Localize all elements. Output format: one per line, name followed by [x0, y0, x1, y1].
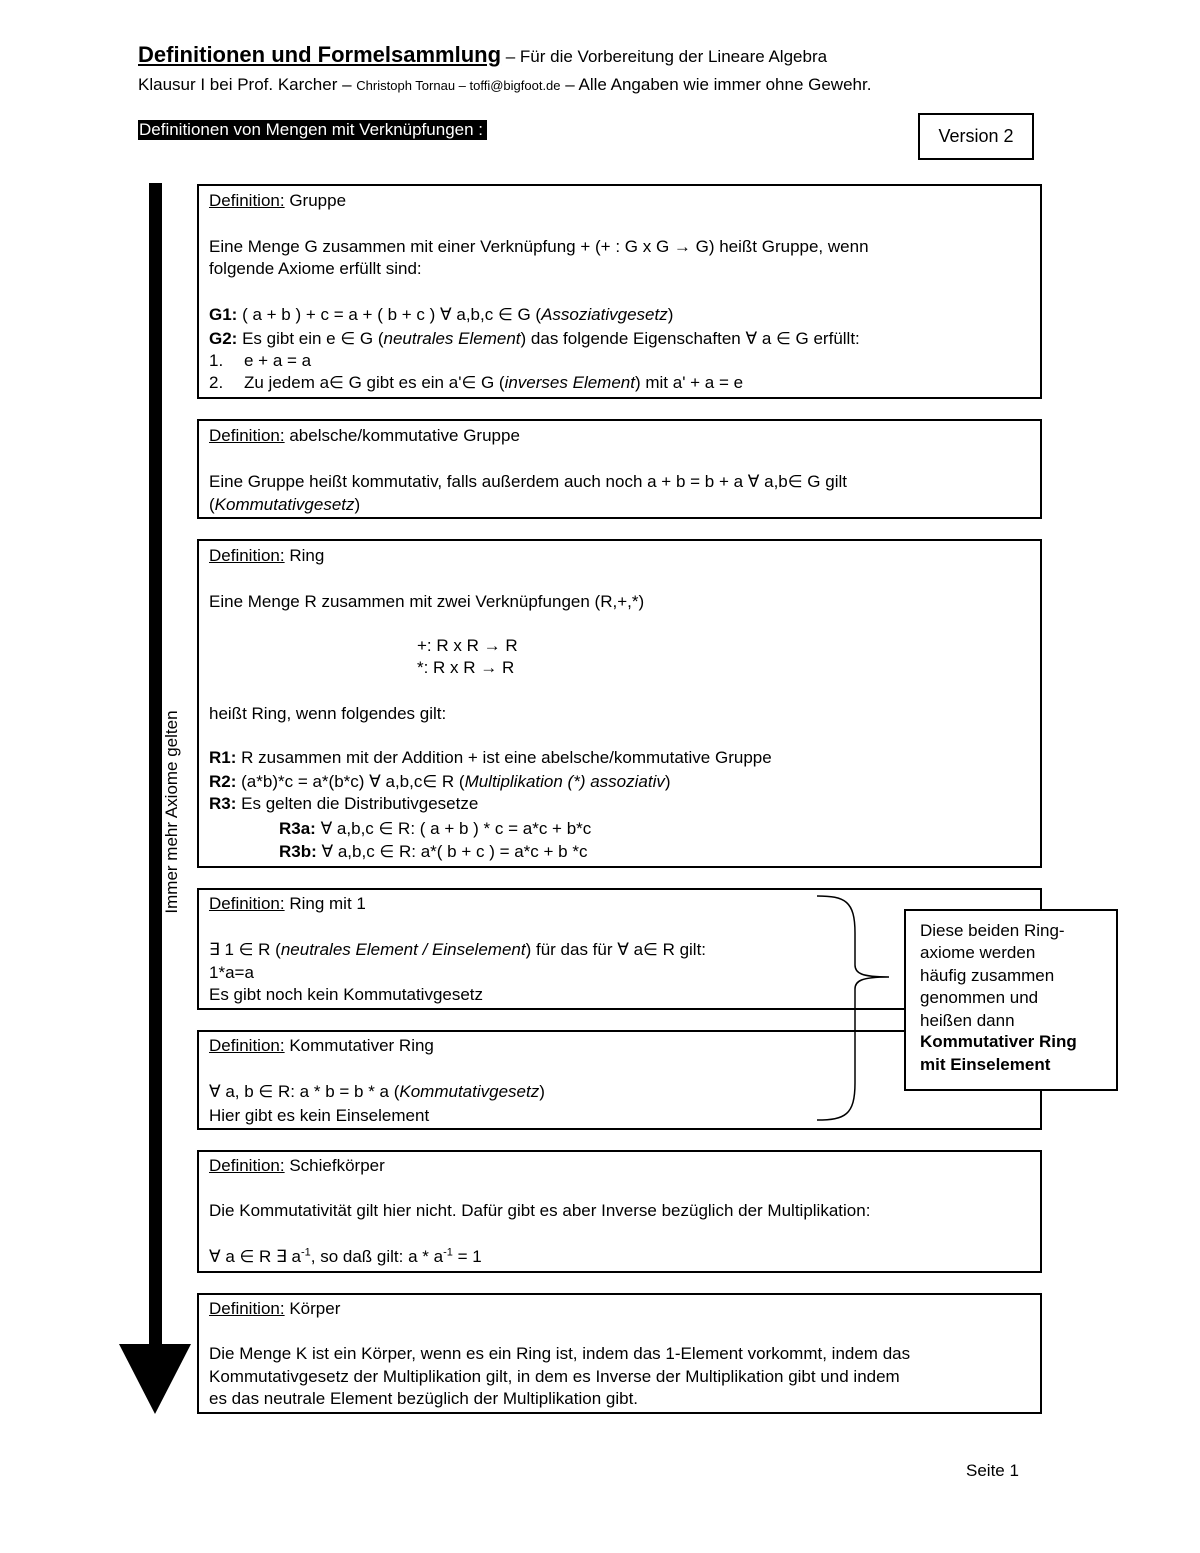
text-line: Die Kommutativität gilt hier nicht. Dafür gibt es aber Inverse bezüglich der Multiplikation: — [209, 1201, 871, 1220]
axiom-text: R zusammen mit der Addition + ist eine abelsche/kommutative Gruppe — [236, 748, 772, 767]
text-line: Eine Gruppe heißt kommutativ, falls außerdem auch noch a + b = b + a ∀ a,b∈ G gilt — [209, 472, 847, 491]
axiom-label-r1: R1: — [209, 748, 237, 767]
axiom-term: Assoziativgesetz — [541, 305, 668, 324]
text-line: folgende Axiome erfüllt sind: — [209, 259, 422, 278]
axiom-label: Immer mehr Axiome gelten — [162, 710, 181, 914]
axiom-text: Es gibt ein e ∈ G ( — [237, 329, 384, 348]
axiom-g1 — [209, 304, 673, 326]
page-title-line — [138, 44, 827, 68]
text-line: Eine Menge R zusammen mit zwei Verknüpfungen (R,+,*) — [209, 592, 645, 611]
curly-brace-icon — [815, 893, 905, 1123]
term: neutrales Element / Einselement — [280, 940, 526, 959]
definition-label: Definition: — [209, 894, 285, 913]
axiom-label-r3b: R3b: — [279, 842, 317, 861]
text-line — [209, 494, 360, 516]
definition-name: Kommutativer Ring — [284, 1036, 434, 1055]
text-line: Die Menge K ist ein Körper, wenn es ein Ring ist, indem das 1-Element vorkommt, indem das — [209, 1344, 911, 1363]
superscript: -1 — [443, 1246, 453, 1259]
axiom-r2 — [209, 771, 671, 793]
list-number: 2. — [209, 373, 224, 392]
superscript: -1 — [300, 1246, 311, 1259]
axiom-term: Multiplikation (*) assoziativ — [464, 772, 665, 791]
text-part-end: = 1 — [452, 1247, 482, 1266]
subtitle-part-a: Klausur I bei Prof. Karcher – — [138, 75, 357, 94]
definition-label: Definition: — [209, 426, 285, 445]
text-line — [209, 1246, 482, 1268]
definition-name: Gruppe — [284, 191, 347, 210]
list-text: Zu jedem a∈ G gibt es ein a'∈ G ( — [244, 373, 505, 392]
definition-heading — [209, 545, 324, 567]
version-box — [918, 113, 1034, 160]
definition-name: Körper — [284, 1299, 341, 1318]
definition-label: Definition: — [209, 191, 285, 210]
page-subtitle — [138, 74, 871, 97]
text-line: heißt Ring, wenn folgendes gilt: — [209, 704, 447, 723]
axiom-text: Es gelten die Distributivgesetze — [236, 794, 479, 813]
axiom-term: neutrales Element — [383, 329, 521, 348]
definition-box-schiefkoerper — [197, 1150, 1042, 1273]
operation-plus: +: R x R → R — [417, 636, 518, 655]
axiom-label-g1: G1: — [209, 305, 238, 324]
section-label: Definitionen von Mengen mit Verknüpfungen : — [138, 120, 487, 140]
definition-box-koerper — [197, 1293, 1042, 1414]
axiom-text: ∀ a,b,c ∈ R: a*( b + c ) = a*c + b *c — [316, 842, 588, 861]
text-part: ∀ a, b ∈ R: a * b = b * a ( — [209, 1082, 400, 1101]
text-line: Hier gibt es kein Einselement — [209, 1106, 430, 1125]
definition-label: Definition: — [209, 546, 285, 565]
list-number: 1. — [209, 351, 224, 370]
page-title-rest: – Für die Vorbereitung der Lineare Algebra — [501, 47, 828, 66]
definition-box-ring — [197, 539, 1042, 868]
paren-close: ) — [354, 495, 361, 514]
text-line — [209, 1081, 545, 1103]
definition-label: Definition: — [209, 1156, 285, 1175]
text-part-end: ) für das für ∀ a∈ R gilt: — [525, 940, 707, 959]
axiom-r3a — [279, 818, 591, 840]
definition-label: Definition: — [209, 1036, 285, 1055]
axiom-label-g2: G2: — [209, 329, 238, 348]
note-line: häufig zusammen — [920, 966, 1055, 985]
version-label: Version 2 — [938, 126, 1014, 146]
axiom-text: (a*b)*c = a*(b*c) ∀ a,b,c∈ R ( — [236, 772, 465, 791]
text-part-end: ) — [539, 1082, 545, 1101]
text-part: ∀ a ∈ R ∃ a — [209, 1247, 301, 1266]
note-line: genommen und — [920, 988, 1039, 1007]
axiom-text: ∀ a,b,c ∈ R: ( a + b ) * c = a*c + b*c — [315, 819, 592, 838]
note-line: Diese beiden Ring- — [920, 921, 1065, 940]
definition-name: Schiefkörper — [284, 1156, 385, 1175]
axiom-r3b — [279, 841, 587, 863]
text-line: es das neutrale Element bezüglich der Multiplikation gibt. — [209, 1389, 639, 1408]
definition-label: Definition: — [209, 1299, 285, 1318]
definition-heading — [209, 190, 346, 212]
axiom-g2 — [209, 328, 860, 350]
text-part: , so daß gilt: a * a — [310, 1247, 444, 1266]
definition-name: abelsche/kommutative Gruppe — [284, 426, 520, 445]
axiom-r1 — [209, 747, 772, 769]
axiom-text: ( a + b ) + c = a + ( b + c ) ∀ a,b,c ∈ G ( — [237, 305, 542, 324]
note-line-bold: mit Einselement — [920, 1055, 1051, 1074]
note-line: axiome werden — [920, 943, 1036, 962]
definition-heading — [209, 425, 520, 447]
list-term: inverses Element — [504, 373, 635, 392]
text-line: 1*a=a — [209, 963, 254, 982]
note-line: heißen dann — [920, 1011, 1015, 1030]
definition-heading — [209, 1035, 434, 1057]
list-text: e + a = a — [244, 351, 312, 370]
axiom-label-r2: R2: — [209, 772, 237, 791]
axiom-text-end: ) — [664, 772, 671, 791]
axiom-text-end: ) das folgende Eigenschaften ∀ a ∈ G erfüllt: — [520, 329, 860, 348]
definition-heading — [209, 893, 366, 915]
text-line: Eine Menge G zusammen mit einer Verknüpfung + (+ : G x G → G) heißt Gruppe, wenn — [209, 237, 869, 256]
term: Kommutativgesetz — [214, 495, 355, 514]
text-line: Es gibt noch kein Kommutativgesetz — [209, 985, 484, 1004]
definition-name: Ring mit 1 — [284, 894, 366, 913]
term: Kommutativgesetz — [399, 1082, 540, 1101]
text-part: ∃ 1 ∈ R ( — [209, 940, 281, 959]
definition-box-gruppe — [197, 184, 1042, 399]
axiom-r3 — [209, 793, 478, 815]
subtitle-part-b: – Alle Angaben wie immer ohne Gewehr. — [560, 75, 872, 94]
text-line — [209, 939, 706, 961]
note-line-bold: Kommutativer Ring — [920, 1032, 1077, 1051]
definition-name: Ring — [284, 546, 325, 565]
page-title: Definitionen und Formelsammlung — [138, 42, 502, 67]
definition-box-abelsch — [197, 419, 1042, 519]
list-item — [209, 350, 311, 372]
subtitle-author: Christoph Tornau – toffi@bigfoot.de — [356, 78, 561, 93]
text-line: Kommutativgesetz der Multiplikation gilt, in dem es Inverse der Multiplikation gibt und indem — [209, 1367, 900, 1386]
axiom-label-r3: R3: — [209, 794, 237, 813]
list-item — [209, 372, 743, 394]
axiom-label-r3a: R3a: — [279, 819, 316, 838]
list-text-end: ) mit a' + a = e — [634, 373, 744, 392]
axiom-text-end: ) — [667, 305, 674, 324]
arrow-down-icon — [119, 1344, 191, 1416]
note-box — [904, 909, 1118, 1091]
arrow-shaft — [149, 183, 162, 1348]
definition-heading — [209, 1298, 340, 1320]
operation-mult: *: R x R → R — [417, 658, 515, 677]
page-number: Seite 1 — [966, 1461, 1019, 1480]
paren-open: ( — [209, 495, 215, 514]
definition-heading — [209, 1155, 385, 1177]
